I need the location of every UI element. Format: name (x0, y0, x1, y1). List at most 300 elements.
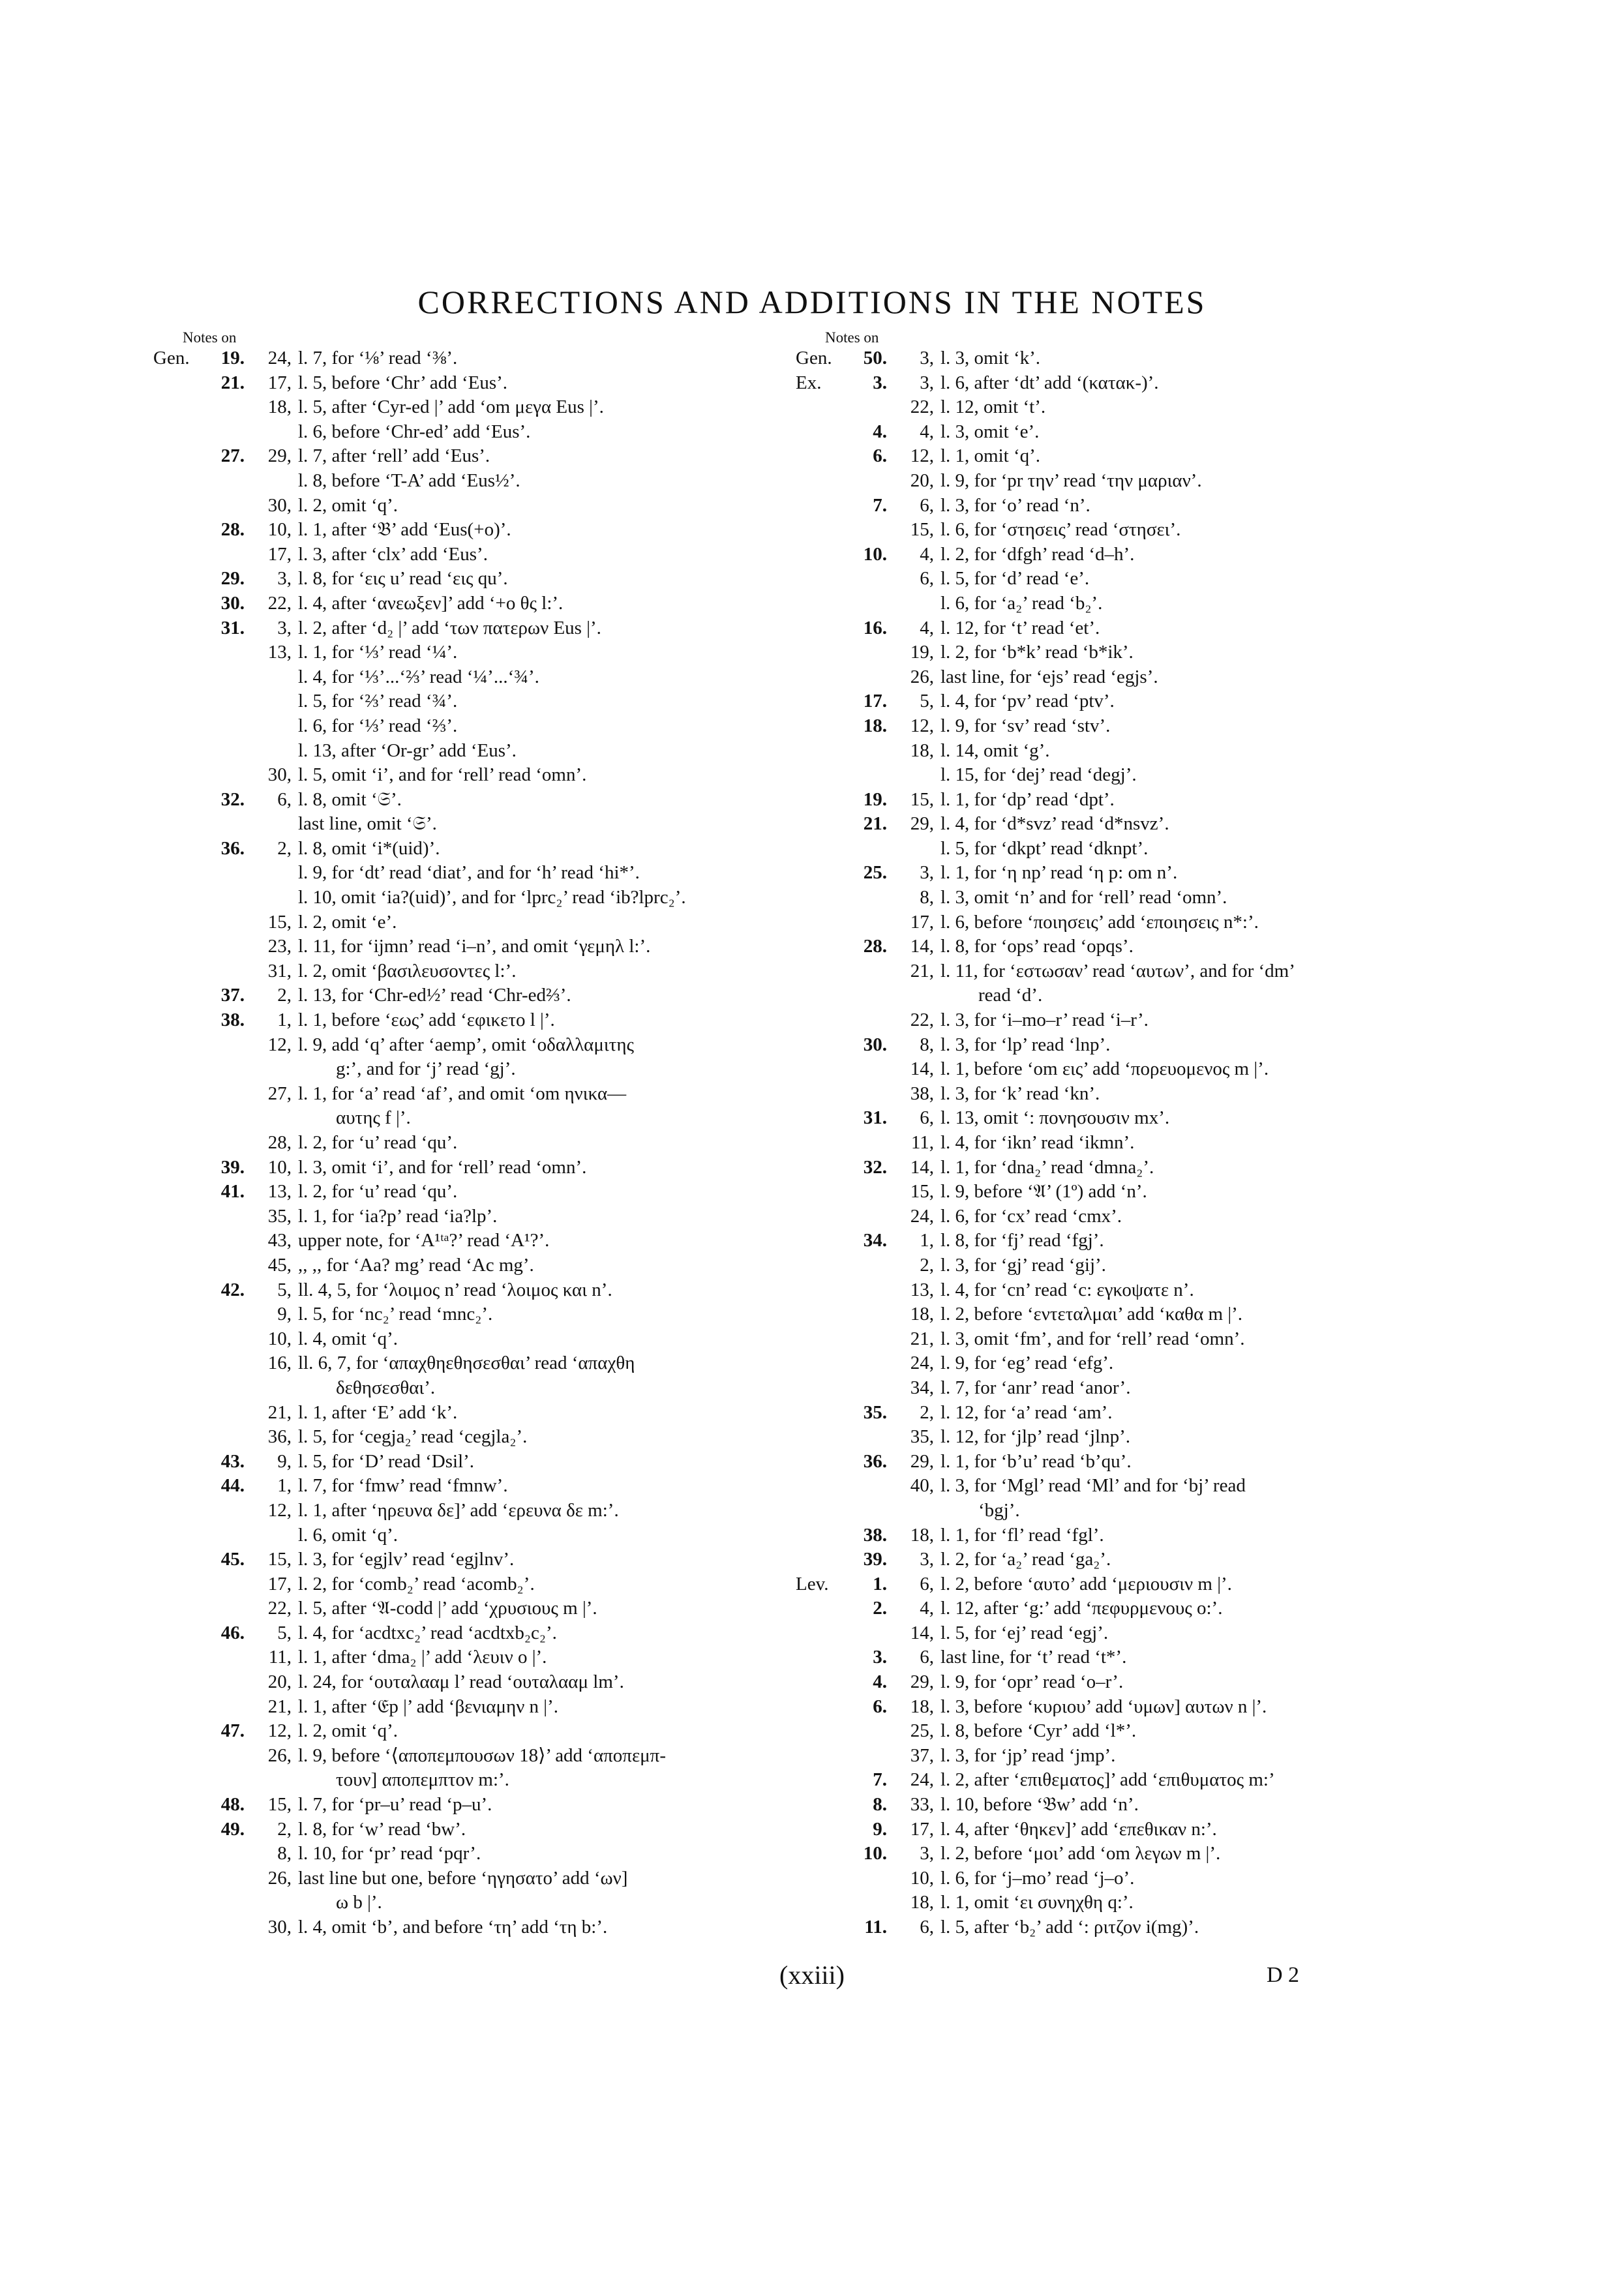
verse-number: 6, (920, 568, 934, 590)
verse-number: 15, (910, 788, 934, 810)
correction-entry (153, 1180, 805, 1204)
verse-number: 38, (910, 1083, 934, 1104)
correction-text: l. 8, for ‘ops’ read ‘opqs’. (940, 936, 1134, 957)
correction-entry (796, 1253, 1448, 1278)
verse-number: 18, (910, 1892, 934, 1913)
verse-number: 13, (267, 642, 292, 663)
correction-entry (796, 812, 1448, 837)
correction-text: αυτης f |’. (336, 1107, 411, 1129)
chapter-number: 37. (220, 985, 245, 1006)
chapter-number: 16. (863, 617, 887, 638)
correction-entry (796, 1131, 1448, 1156)
correction-text: l. 7, for ‘⅛’ read ‘⅜’. (298, 348, 458, 368)
correction-entry (796, 346, 1448, 371)
verse-number: 2, (920, 1254, 934, 1276)
verse-number: 10, (267, 1156, 292, 1178)
correction-text: δεθησεσθαι’. (336, 1377, 436, 1398)
correction-entry (153, 1744, 805, 1769)
correction-entry (153, 543, 805, 567)
correction-entry (796, 1915, 1448, 1940)
correction-entry (153, 420, 805, 445)
correction-text: l. 1, for ‘⅓’ read ‘¼’. (298, 642, 458, 663)
chapter-number: 49. (220, 1818, 245, 1840)
verse-number: 37, (910, 1744, 934, 1766)
chapter-number: 30. (220, 592, 245, 614)
correction-entry (796, 910, 1448, 935)
correction-entry (796, 861, 1448, 886)
correction-entry (796, 1719, 1448, 1744)
correction-text: l. 1, omit ‘q’. (940, 445, 1041, 467)
verse-number: 12, (267, 1499, 292, 1521)
correction-text: l. 2, omit ‘q’. (298, 1720, 398, 1742)
verse-number: 2, (277, 985, 292, 1006)
correction-entry (796, 371, 1448, 396)
correction-entry (796, 1572, 1448, 1597)
verse-number: 27, (267, 1083, 292, 1104)
correction-entry (153, 1474, 805, 1499)
correction-text: l. 4, for ‘pv’ read ‘ptv’. (940, 691, 1115, 712)
correction-text: l. 3, omit ‘k’. (940, 348, 1041, 368)
correction-entry (796, 1008, 1448, 1033)
verse-number: 16, (267, 1353, 292, 1374)
correction-entry (153, 1523, 805, 1548)
correction-entry (796, 1204, 1448, 1229)
correction-text: l. 3, for ‘lp’ read ‘lnp’. (940, 1034, 1111, 1055)
chapter-number: 21. (863, 813, 887, 835)
verse-number: 22, (267, 592, 292, 614)
chapter-number: 35. (863, 1401, 887, 1423)
verse-number: 4, (920, 1598, 934, 1619)
correction-entry (153, 1915, 805, 1940)
correction-entry (153, 1891, 805, 1915)
correction-text: l. 24, for ‘ουταλααμ l’ read ‘ουταλααμ lm’. (298, 1671, 624, 1693)
correction-text: l. 4, for ‘cn’ read ‘c: εγκοψατε n’. (940, 1279, 1194, 1300)
correction-text: l. 7, for ‘fmw’ read ‘fmnw’. (298, 1475, 508, 1497)
verse-number: 34, (910, 1377, 934, 1398)
verse-number: 10, (267, 1328, 292, 1349)
correction-text: l. 9, for ‘dt’ read ‘diat’, and for ‘h’ read ‘hi*’. (298, 862, 640, 884)
chapter-number: 32. (220, 788, 245, 810)
chapter-number: 50. (863, 348, 887, 368)
correction-entry (796, 763, 1448, 788)
correction-text: l. 7, for ‘anr’ read ‘anor’. (940, 1377, 1131, 1398)
correction-text: l. 3, after ‘clx’ add ‘Eus’. (298, 543, 488, 565)
correction-entry (796, 1499, 1448, 1523)
correction-entry (153, 1156, 805, 1180)
chapter-number: 46. (220, 1622, 245, 1643)
chapter-number: 44. (220, 1475, 245, 1497)
correction-text: ll. 6, 7, for ‘απαχθηεθησεσθαι’ read ‘απαχθη (298, 1353, 635, 1374)
correction-entry (796, 959, 1448, 984)
verse-number: 4, (920, 617, 934, 638)
correction-entry (153, 935, 805, 959)
correction-entry (153, 1057, 805, 1082)
correction-entry (796, 1768, 1448, 1793)
correction-entry (153, 591, 805, 616)
verse-number: 14, (910, 936, 934, 957)
correction-entry (796, 665, 1448, 690)
chapter-number: 31. (863, 1107, 887, 1129)
page-title: CORRECTIONS AND ADDITIONS IN THE NOTES (417, 283, 1207, 320)
correction-text: l. 2, for ‘b*k’ read ‘b*ik’. (940, 642, 1134, 663)
correction-entry (153, 1548, 805, 1572)
correction-text: read ‘d’. (978, 985, 1043, 1006)
verse-number: 15, (910, 1181, 934, 1203)
correction-entry (153, 739, 805, 764)
correction-text: l. 12, omit ‘t’. (940, 396, 1046, 418)
correction-entry (153, 567, 805, 591)
verse-number: 29, (910, 813, 934, 835)
correction-text: l. 1, after ‘𝔈p |’ add ‘βενιαμην n |’. (298, 1696, 559, 1717)
correction-text: l. 5, for ‘D’ read ‘Dsil’. (298, 1450, 475, 1472)
correction-text: last line, for ‘t’ read ‘t*’. (940, 1647, 1127, 1668)
correction-text: l. 8, before ‘Cyr’ add ‘l*’. (940, 1720, 1137, 1742)
verse-number: 26, (910, 666, 934, 687)
correction-text: l. 6, for ‘a₂’ read ‘b₂’. (940, 592, 1103, 614)
verse-number: 4, (920, 421, 934, 442)
correction-text: l. 1, for ‘dna₂’ read ‘dmna₂’. (940, 1156, 1154, 1178)
correction-entry (796, 788, 1448, 813)
correction-text: l. 5, for ‘dkpt’ read ‘dknpt’. (940, 837, 1149, 859)
correction-entry (796, 1621, 1448, 1646)
verse-number: 8, (920, 887, 934, 908)
verse-number: 33, (910, 1794, 934, 1816)
correction-entry (796, 1645, 1448, 1670)
correction-text: l. 10, before ‘𝔅w’ add ‘n’. (940, 1794, 1139, 1816)
correction-text: l. 2, before ‘μοι’ add ‘om λεγων m |’. (940, 1843, 1221, 1864)
chapter-number: 7. (873, 494, 887, 516)
correction-text: l. 1, for ‘a’ read ‘af’, and omit ‘om ηνικα— (298, 1083, 627, 1104)
verse-number: 3, (920, 348, 934, 368)
correction-entry (153, 395, 805, 420)
correction-text: l. 11, for ‘εστωσαν’ read ‘αυτων’, and for ‘dm’ (940, 960, 1295, 981)
correction-text: l. 8, omit ‘i*(uid)’. (298, 837, 440, 859)
correction-text: last line, omit ‘𝔖’. (298, 813, 437, 835)
correction-text: l. 10, for ‘pr’ read ‘pqr’. (298, 1843, 481, 1864)
correction-entry (153, 812, 805, 837)
correction-entry (153, 959, 805, 984)
correction-text: l. 2, before ‘αυτο’ add ‘μεριουσιν m |’. (940, 1573, 1232, 1594)
correction-text: l. 8, omit ‘𝔖’. (298, 788, 402, 810)
verse-number: 4, (920, 543, 934, 565)
correction-entry (153, 1499, 805, 1523)
correction-text: l. 6, before ‘ποιησεις’ add ‘εποιησεις n*:’. (940, 911, 1259, 933)
verse-number: 18, (910, 1524, 934, 1546)
correction-entry (796, 1180, 1448, 1204)
entry-list (153, 346, 805, 1940)
correction-entry (153, 1572, 805, 1597)
correction-entry (796, 1596, 1448, 1621)
correction-text: ω b |’. (336, 1892, 382, 1913)
chapter-number: 9. (873, 1818, 887, 1840)
verse-number: 18, (910, 1304, 934, 1325)
correction-text: l. 2, for ‘dfgh’ read ‘d–h’. (940, 543, 1135, 565)
correction-entry (796, 1818, 1448, 1842)
correction-entry (153, 1842, 805, 1866)
correction-entry (153, 1768, 805, 1793)
correction-entry (796, 1401, 1448, 1426)
book-label: Gen. (796, 348, 832, 368)
chapter-number: 28. (863, 936, 887, 957)
chapter-number: 36. (863, 1450, 887, 1472)
left-column (153, 329, 805, 1940)
correction-entry (153, 1351, 805, 1376)
verse-number: 45, (267, 1254, 292, 1276)
chapter-number: 10. (863, 543, 887, 565)
correction-text: l. 9, for ‘pr την’ read ‘την μαριαν’. (940, 470, 1202, 491)
verse-number: 20, (910, 470, 934, 491)
correction-entry (153, 1008, 805, 1033)
verse-number: 29, (267, 445, 292, 467)
correction-entry (153, 444, 805, 469)
correction-entry (153, 837, 805, 861)
correction-entry (153, 983, 805, 1008)
verse-number: 24, (910, 1769, 934, 1791)
correction-text: l. 1, after ‘dma₂ |’ add ‘λευιν o |’. (298, 1647, 547, 1668)
correction-text: l. 4, omit ‘q’. (298, 1328, 398, 1349)
correction-text: l. 6, before ‘Chr-ed’ add ‘Eus’. (298, 421, 531, 442)
correction-entry (153, 1866, 805, 1891)
correction-text: l. 9, before ‘⟨αποπεμπουσων 18⟩’ add ‘αποπεμπ- (298, 1744, 666, 1766)
chapter-number: 39. (863, 1549, 887, 1570)
chapter-number: 41. (220, 1181, 245, 1203)
correction-text: l. 3, for ‘i–mo–r’ read ‘i–r’. (940, 1010, 1149, 1031)
correction-text: upper note, for ‘A¹ᵗᵃ?’ read ‘A¹?’. (298, 1230, 550, 1251)
correction-entry (796, 983, 1448, 1008)
correction-entry (796, 935, 1448, 959)
correction-text: l. 2, for ‘u’ read ‘qu’. (298, 1132, 458, 1153)
correction-entry (796, 1033, 1448, 1058)
correction-text: l. 5, for ‘ej’ read ‘egj’. (940, 1622, 1109, 1643)
verse-number: 13, (910, 1279, 934, 1300)
correction-entry (796, 567, 1448, 591)
correction-entry (153, 886, 805, 910)
correction-entry (153, 469, 805, 494)
correction-entry (153, 1106, 805, 1131)
verse-number: 31, (267, 960, 292, 981)
correction-text: l. 5, for ‘d’ read ‘e’. (940, 568, 1090, 590)
correction-text: l. 2, omit ‘e’. (298, 911, 397, 933)
correction-text: l. 12, for ‘t’ read ‘et’. (940, 617, 1100, 638)
correction-text: l. 1, for ‘η np’ read ‘η p: om n’. (940, 862, 1178, 884)
correction-text: l. 9, before ‘𝔄’ (1º) add ‘n’. (940, 1181, 1147, 1203)
correction-text: l. 1, before ‘om εις’ add ‘πορευομενος m |’. (940, 1058, 1269, 1080)
chapter-number: 21. (220, 372, 245, 393)
verse-number: 30, (267, 1917, 292, 1937)
correction-text: l. 3, omit ‘e’. (940, 421, 1040, 442)
chapter-number: 18. (863, 715, 887, 736)
correction-entry (796, 714, 1448, 739)
verse-number: 10, (910, 1867, 934, 1889)
correction-text: ,, ,, for ‘Aa? mg’ read ‘Ac mg’. (298, 1254, 534, 1276)
correction-entry (153, 689, 805, 714)
verse-number: 35, (267, 1205, 292, 1227)
correction-entry (796, 1474, 1448, 1499)
correction-entry (796, 494, 1448, 518)
verse-number: 17, (910, 1818, 934, 1840)
correction-entry (153, 1401, 805, 1426)
verse-number: 17, (267, 372, 292, 393)
verse-number: 1, (277, 1010, 292, 1031)
verse-number: 11, (910, 1132, 934, 1153)
verse-number: 24, (910, 1205, 934, 1227)
correction-text: l. 3, omit ‘fm’, and for ‘rell’ read ‘omn’. (940, 1328, 1245, 1349)
chapter-number: 6. (873, 1696, 887, 1717)
correction-entry (153, 1695, 805, 1720)
verse-number: 3, (277, 568, 292, 590)
verse-number: 28, (267, 1132, 292, 1153)
correction-text: l. 4, after ‘θηκεν]’ add ‘επεθικαν n:’. (940, 1818, 1217, 1840)
verse-number: 12, (267, 1034, 292, 1055)
verse-number: 3, (920, 372, 934, 393)
chapter-number: 48. (220, 1794, 245, 1816)
correction-text: l. 3, for ‘jp’ read ‘jmp’. (940, 1744, 1116, 1766)
correction-entry (796, 1842, 1448, 1866)
correction-entry (796, 1425, 1448, 1450)
chapter-number: 11. (864, 1917, 887, 1937)
correction-text: last line but one, before ‘ηγησατο’ add ‘ων] (298, 1867, 628, 1889)
correction-text: l. 1, for ‘fl’ read ‘fgl’. (940, 1524, 1104, 1546)
correction-text: l. 3, omit ‘i’, and for ‘rell’ read ‘omn’. (298, 1156, 587, 1178)
chapter-number: 28. (220, 519, 245, 541)
correction-text: last line, for ‘ejs’ read ‘egjs’. (940, 666, 1158, 687)
verse-number: 5, (277, 1622, 292, 1643)
correction-entry (796, 1082, 1448, 1107)
correction-entry (153, 665, 805, 690)
chapter-number: 19. (220, 348, 245, 368)
correction-text: l. 3, for ‘Mgl’ read ‘Ml’ and for ‘bj’ read (940, 1475, 1246, 1497)
verse-number: 23, (267, 936, 292, 957)
chapter-number: 47. (220, 1720, 245, 1742)
correction-text: l. 4, for ‘acdtxc₂’ read ‘acdtxb₂c₂’. (298, 1622, 557, 1643)
correction-entry (153, 1229, 805, 1253)
correction-entry (153, 1278, 805, 1303)
verse-number: 17, (267, 1573, 292, 1594)
correction-entry (153, 1670, 805, 1695)
correction-text: ll. 4, 5, for ‘λοιμος n’ read ‘λοιμος και n’. (298, 1279, 612, 1300)
correction-entry (796, 1351, 1448, 1376)
signature-mark: D 2 (1267, 1963, 1300, 1987)
verse-number: 21, (910, 960, 934, 981)
chapter-number: 3. (873, 1647, 887, 1668)
chapter-number: 1. (873, 1573, 887, 1594)
verse-number: 21, (267, 1696, 292, 1717)
chapter-number: 4. (873, 1671, 887, 1693)
correction-text: l. 5, for ‘cegja₂’ read ‘cegjla₂’. (298, 1426, 528, 1448)
verse-number: 15, (910, 519, 934, 541)
verse-number: 19, (910, 642, 934, 663)
correction-text: l. 13, after ‘Or-gr’ add ‘Eus’. (298, 740, 517, 761)
verse-number: 6, (920, 1647, 934, 1668)
correction-text: l. 3, for ‘egjlv’ read ‘egjlnv’. (298, 1549, 515, 1570)
correction-text: l. 5, for ‘nc₂’ read ‘mnc₂’. (298, 1304, 493, 1325)
correction-entry (796, 886, 1448, 910)
verse-number: 6, (277, 788, 292, 810)
verse-number: 13, (267, 1181, 292, 1203)
chapter-number: 29. (220, 568, 245, 590)
book-label: Lev. (796, 1573, 829, 1594)
verse-number: 14, (910, 1622, 934, 1643)
correction-entry (153, 346, 805, 371)
verse-number: 40, (910, 1475, 934, 1497)
chapter-number: 39. (220, 1156, 245, 1178)
correction-text: l. 4, for ‘ikn’ read ‘ikmn’. (940, 1132, 1135, 1153)
verse-number: 30, (267, 764, 292, 786)
page-number: (xxiii) (779, 1960, 845, 1990)
correction-entry (796, 420, 1448, 445)
correction-text: l. 7, for ‘pr–u’ read ‘p–u’. (298, 1794, 492, 1816)
correction-text: l. 2, after ‘d₂ |’ add ‘των πατερων Eus |’. (298, 617, 601, 638)
chapter-number: 31. (220, 617, 245, 638)
verse-number: 6, (920, 1917, 934, 1937)
chapter-number: 2. (873, 1598, 887, 1619)
verse-number: 3, (920, 1549, 934, 1570)
correction-text: l. 15, for ‘dej’ read ‘degj’. (940, 764, 1137, 786)
correction-text: l. 1, for ‘b’u’ read ‘b’qu’. (940, 1450, 1132, 1472)
correction-entry (153, 788, 805, 813)
chapter-number: 36. (220, 837, 245, 859)
correction-text: l. 3, for ‘k’ read ‘kn’. (940, 1083, 1100, 1104)
correction-entry (153, 640, 805, 665)
chapter-number: 32. (863, 1156, 887, 1178)
verse-number: 24, (267, 348, 292, 368)
verse-number: 14, (910, 1156, 934, 1178)
verse-number: 2, (920, 1401, 934, 1423)
correction-entry (796, 444, 1448, 469)
correction-entry (153, 1253, 805, 1278)
book-label: Ex. (796, 372, 822, 393)
correction-entry (796, 1376, 1448, 1401)
correction-text: l. 7, after ‘rell’ add ‘Eus’. (298, 445, 490, 467)
verse-number: 15, (267, 1549, 292, 1570)
correction-text: l. 13, omit ‘: πονησουσιν mx’. (940, 1107, 1170, 1129)
correction-entry (796, 1744, 1448, 1769)
chapter-number: 6. (873, 445, 887, 467)
correction-entry (796, 689, 1448, 714)
correction-text: l. 3, for ‘o’ read ‘n’. (940, 494, 1090, 516)
chapter-number: 38. (220, 1010, 245, 1031)
chapter-number: 8. (873, 1794, 887, 1816)
correction-text: l. 2, for ‘u’ read ‘qu’. (298, 1181, 458, 1203)
verse-number: 26, (267, 1867, 292, 1889)
verse-number: 1, (277, 1475, 292, 1497)
correction-text: l. 8, for ‘fj’ read ‘fgj’. (940, 1230, 1104, 1251)
verse-number: 2, (277, 837, 292, 859)
verse-number: 3, (920, 862, 934, 884)
verse-number: 20, (267, 1671, 292, 1693)
verse-number: 25, (910, 1720, 934, 1742)
correction-entry (153, 1131, 805, 1156)
verse-number: 5, (277, 1279, 292, 1300)
correction-text: l. 1, after ‘𝔅’ add ‘Eus(+o)’. (298, 519, 511, 541)
book-label: Gen. (153, 348, 190, 368)
correction-entry (796, 469, 1448, 494)
verse-number: 6, (920, 494, 934, 516)
verse-number: 18, (267, 396, 292, 418)
chapter-number: 45. (220, 1549, 245, 1570)
correction-text: l. 5, omit ‘i’, and for ‘rell’ read ‘omn’. (298, 764, 587, 786)
correction-text: l. 10, omit ‘ia?(uid)’, and for ‘lprc₂’ read ‘ib?lprc₂’. (298, 887, 686, 908)
verse-number: 22, (267, 1598, 292, 1619)
correction-entry (796, 1057, 1448, 1082)
correction-entry (796, 1106, 1448, 1131)
correction-entry (796, 1866, 1448, 1891)
verse-number: 3, (920, 1843, 934, 1864)
verse-number: 26, (267, 1744, 292, 1766)
correction-text: l. 2, before ‘εντεταλμαι’ add ‘καθα m |’. (940, 1304, 1243, 1325)
verse-number: 12, (910, 445, 934, 467)
correction-text: l. 12, for ‘a’ read ‘am’. (940, 1401, 1113, 1423)
